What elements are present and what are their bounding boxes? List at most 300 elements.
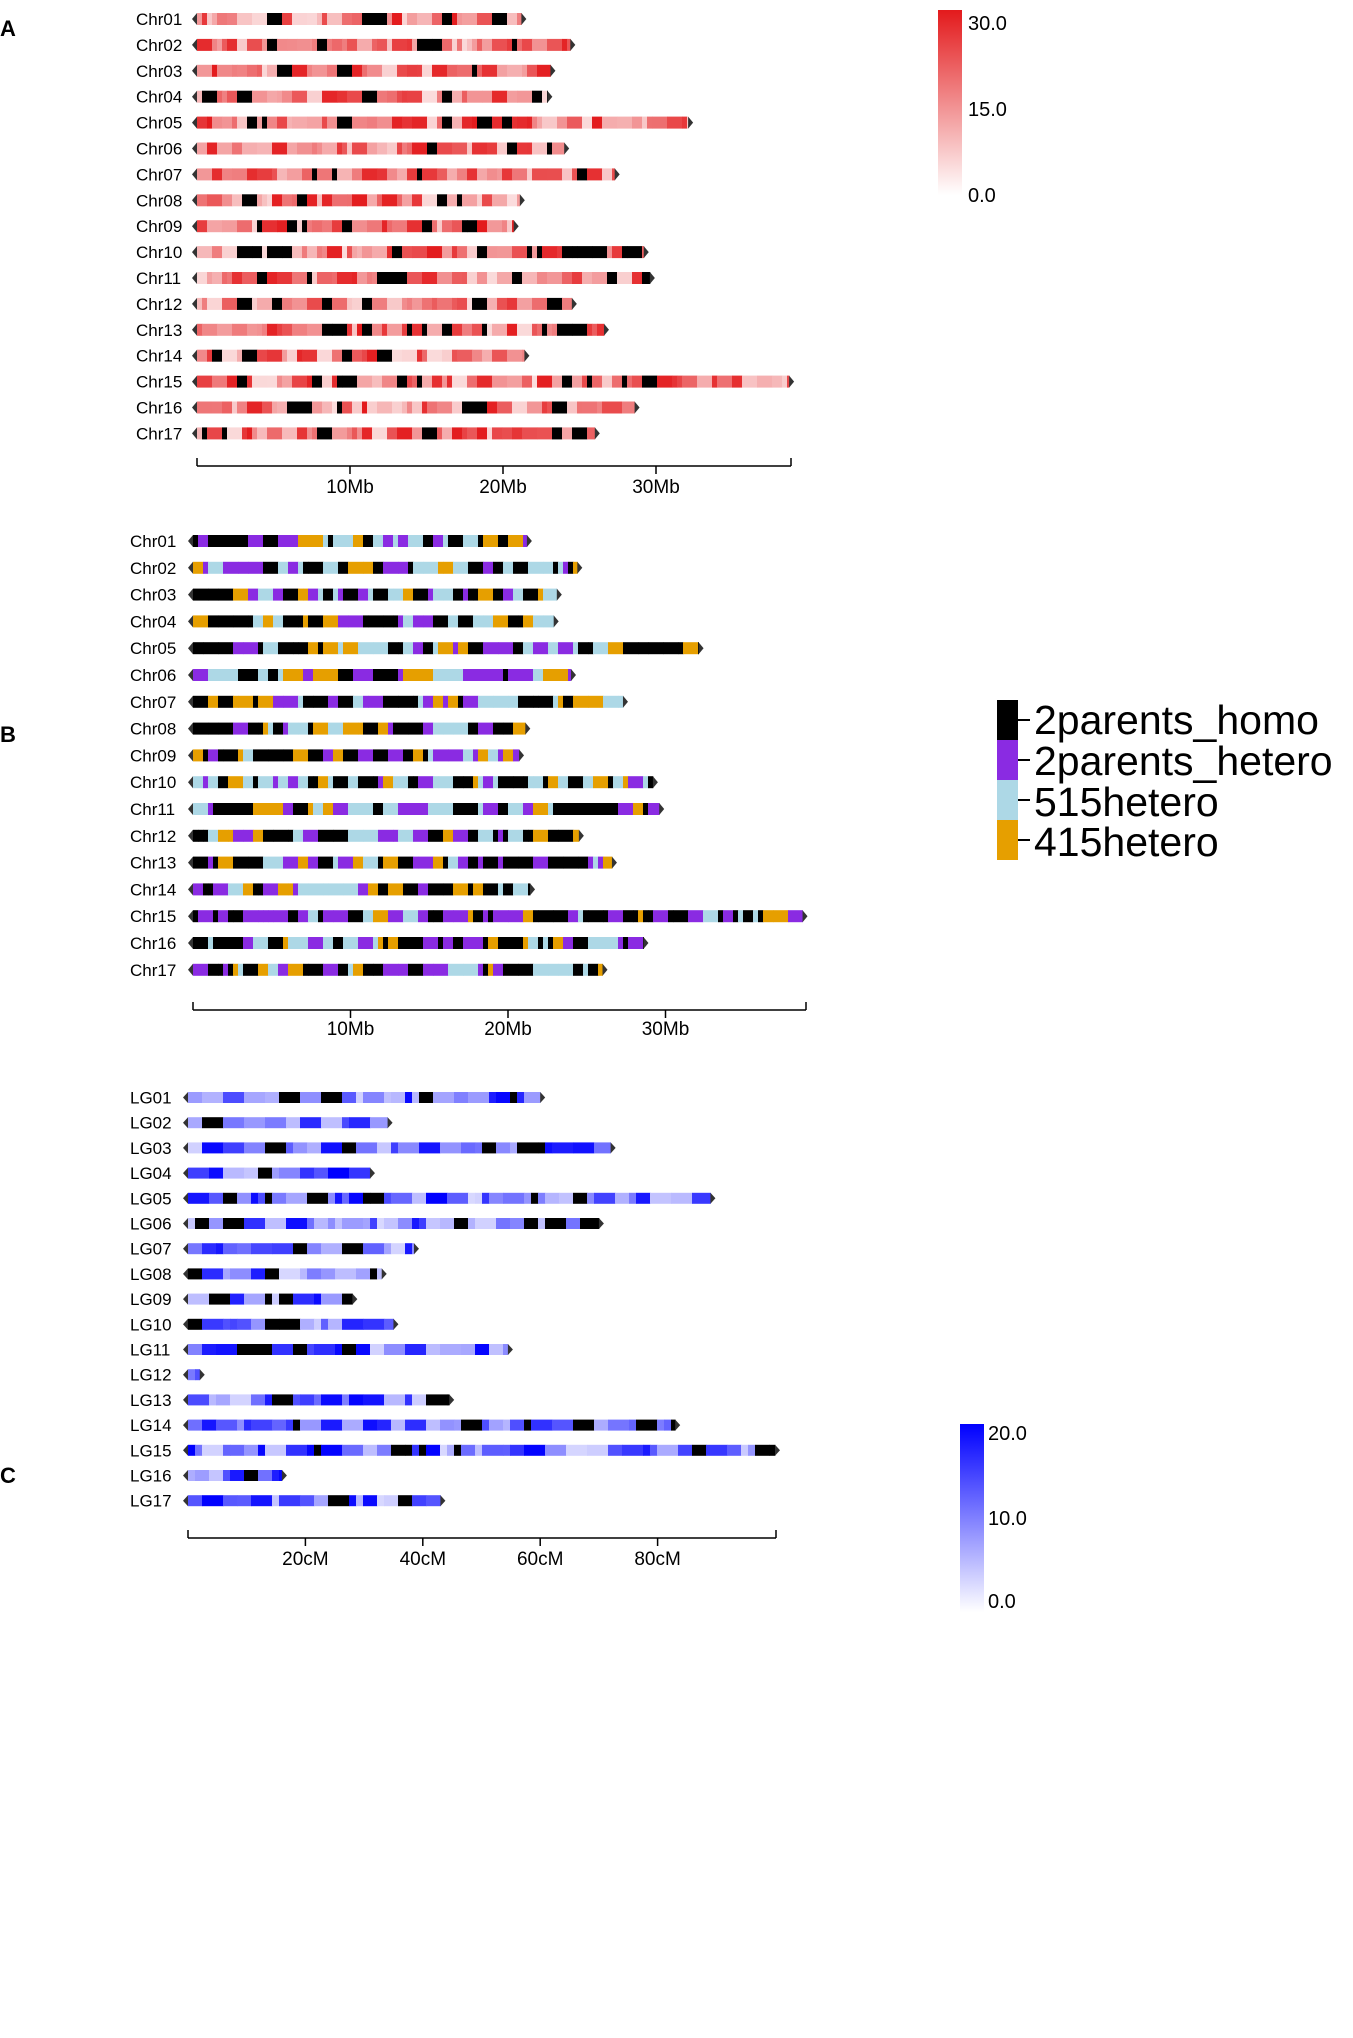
bin-segment	[422, 324, 427, 336]
bin-segment	[223, 1319, 230, 1330]
bin-segment	[518, 615, 523, 627]
bin-segment	[314, 1445, 321, 1456]
bin-segment	[512, 168, 527, 180]
bin-segment	[218, 964, 223, 976]
bin-segment	[538, 1193, 545, 1204]
bin-segment	[562, 298, 572, 310]
bin-segment	[557, 324, 572, 336]
bin-segment	[328, 1495, 349, 1506]
bin-segment	[524, 1420, 531, 1431]
bin-segment	[242, 194, 257, 206]
chromosome-start-cap	[183, 1294, 188, 1305]
bin-segment	[418, 883, 428, 895]
bin-segment	[407, 13, 417, 25]
panel-c-linkage-group-heatmap	[130, 1089, 1027, 1614]
chromosome-bar	[192, 427, 600, 439]
bin-segment	[232, 402, 237, 414]
bin-segment	[447, 1394, 450, 1405]
bin-segment	[372, 298, 387, 310]
bin-segment	[373, 910, 388, 922]
bin-segment	[643, 910, 648, 922]
bin-segment	[498, 749, 503, 761]
bin-segment	[247, 376, 252, 388]
bin-segment	[453, 589, 463, 601]
bin-segment	[432, 13, 442, 25]
bin-segment	[367, 350, 377, 362]
bin-segment	[300, 1420, 321, 1431]
bin-segment	[462, 39, 467, 51]
bin-segment	[522, 39, 532, 51]
bin-segment	[212, 65, 217, 77]
chromosome-start-cap	[183, 1369, 188, 1380]
chromosome-label: Chr16	[130, 934, 177, 953]
bin-segment	[373, 937, 378, 949]
bin-segment	[207, 117, 212, 129]
bin-segment	[307, 402, 312, 414]
bin-segment	[562, 39, 567, 51]
bin-segment	[267, 272, 277, 284]
bin-segment	[288, 562, 298, 574]
bin-segment	[428, 589, 433, 601]
bin-segment	[216, 1243, 223, 1254]
bin-segment	[717, 376, 732, 388]
bin-segment	[243, 642, 258, 654]
bin-segment	[513, 642, 523, 654]
bin-segment	[377, 1445, 391, 1456]
bin-segment	[562, 376, 572, 388]
bin-segment	[218, 642, 233, 654]
bin-segment	[677, 376, 682, 388]
bin-segment	[322, 298, 332, 310]
bin-segment	[388, 910, 403, 922]
bin-segment	[493, 910, 508, 922]
bin-segment	[553, 910, 568, 922]
bin-segment	[298, 589, 303, 601]
bin-segment	[503, 1344, 508, 1355]
bin-segment	[572, 376, 582, 388]
bin-segment	[268, 857, 283, 869]
bin-segment	[337, 91, 347, 103]
chromosome-start-cap	[188, 669, 193, 681]
bin-segment	[664, 1420, 671, 1431]
bin-segment	[467, 143, 472, 155]
chromosome-label: Chr17	[130, 960, 177, 980]
bin-segment	[542, 117, 557, 129]
bin-segment	[203, 642, 218, 654]
bin-segment	[623, 642, 638, 654]
bin-segment	[602, 402, 607, 414]
chromosome-bar	[183, 1294, 357, 1305]
bin-segment	[398, 1218, 412, 1229]
bin-segment	[228, 776, 243, 788]
bin-segment	[568, 669, 571, 681]
bin-segment	[188, 1142, 202, 1153]
bin-segment	[208, 857, 213, 869]
bin-segment	[237, 376, 247, 388]
bin-segment	[513, 883, 528, 895]
bin-segment	[208, 803, 213, 815]
bin-segment	[412, 324, 422, 336]
bin-segment	[412, 1495, 426, 1506]
bin-segment	[372, 272, 377, 284]
bin-segment	[483, 910, 488, 922]
bin-segment	[391, 1193, 412, 1204]
bin-segment	[377, 143, 387, 155]
bin-segment	[303, 776, 308, 788]
bin-segment	[553, 696, 558, 708]
bin-segment	[671, 1420, 676, 1431]
bin-segment	[572, 168, 577, 180]
bin-segment	[372, 13, 387, 25]
bin-segment	[335, 1218, 342, 1229]
bin-segment	[628, 937, 643, 949]
chromosome-label: LG17	[130, 1491, 172, 1511]
bin-segment	[384, 1092, 391, 1103]
bin-segment	[303, 589, 308, 601]
bin-segment	[407, 220, 422, 232]
bin-segment	[588, 642, 593, 654]
bin-segment	[282, 298, 292, 310]
bin-segment	[477, 427, 487, 439]
bin-segment	[263, 642, 278, 654]
bin-segment	[303, 696, 313, 708]
bin-segment	[287, 143, 297, 155]
bin-segment	[493, 776, 498, 788]
bin-segment	[552, 402, 567, 414]
bin-segment	[412, 1193, 426, 1204]
bin-segment	[468, 1218, 475, 1229]
bin-segment	[517, 117, 527, 129]
bin-segment	[498, 642, 513, 654]
bin-segment	[517, 13, 522, 25]
bin-segment	[467, 427, 477, 439]
bin-segment	[207, 13, 212, 25]
bin-segment	[508, 535, 523, 547]
bin-segment	[212, 402, 222, 414]
bin-segment	[347, 39, 357, 51]
bin-segment	[433, 964, 448, 976]
bin-segment	[212, 376, 227, 388]
bin-segment	[568, 910, 578, 922]
bin-segment	[403, 615, 408, 627]
bin-segment	[657, 1445, 678, 1456]
bin-segment	[533, 642, 548, 654]
bin-segment	[433, 669, 448, 681]
bin-segment	[338, 589, 343, 601]
bin-segment	[337, 143, 342, 155]
bin-segment	[510, 1445, 524, 1456]
bin-segment	[307, 1268, 321, 1279]
chromosome-end-cap	[440, 1495, 445, 1506]
bin-segment	[212, 39, 217, 51]
bin-segment	[337, 272, 352, 284]
bin-segment	[237, 220, 252, 232]
bin-segment	[332, 427, 347, 439]
bin-segment	[286, 1218, 307, 1229]
bin-segment	[282, 350, 287, 362]
bin-segment	[303, 830, 318, 842]
chromosome-start-cap	[188, 642, 193, 654]
bin-segment	[353, 964, 363, 976]
bin-segment	[348, 964, 353, 976]
bin-segment	[477, 376, 492, 388]
bin-segment	[333, 749, 343, 761]
bin-segment	[272, 1168, 279, 1179]
bin-segment	[482, 39, 492, 51]
bin-segment	[763, 910, 773, 922]
bin-segment	[442, 324, 452, 336]
bin-segment	[298, 857, 308, 869]
bin-segment	[244, 1168, 258, 1179]
panel-label-b: B	[0, 722, 16, 747]
bin-segment	[527, 168, 532, 180]
bin-segment	[578, 910, 583, 922]
bin-segment	[523, 830, 528, 842]
bin-segment	[508, 803, 523, 815]
bin-segment	[538, 937, 543, 949]
bin-segment	[384, 1218, 398, 1229]
bin-segment	[343, 749, 358, 761]
bin-segment	[314, 1495, 328, 1506]
bin-segment	[237, 1495, 251, 1506]
bin-segment	[222, 298, 237, 310]
chromosome-start-cap	[192, 402, 197, 414]
bin-segment	[207, 220, 222, 232]
bin-segment	[507, 91, 517, 103]
bin-segment	[293, 937, 308, 949]
bin-segment	[207, 194, 222, 206]
bin-segment	[343, 883, 358, 895]
bin-segment	[427, 402, 437, 414]
bin-segment	[300, 1168, 314, 1179]
bin-segment	[454, 1218, 468, 1229]
bin-segment	[258, 1168, 272, 1179]
chromosome-label: LG09	[130, 1290, 172, 1310]
bin-segment	[218, 589, 233, 601]
bin-segment	[423, 723, 433, 735]
bin-segment	[202, 298, 207, 310]
bin-segment	[333, 803, 348, 815]
bin-segment	[293, 669, 303, 681]
bin-segment	[318, 857, 333, 869]
bin-segment	[543, 937, 548, 949]
bin-segment	[358, 642, 373, 654]
bin-segment	[507, 39, 512, 51]
chromosome-end-cap	[527, 535, 532, 547]
bin-segment	[307, 194, 317, 206]
bin-segment	[342, 1445, 363, 1456]
bin-segment	[426, 1344, 440, 1355]
bin-segment	[202, 1344, 216, 1355]
bin-segment	[428, 749, 433, 761]
bin-segment	[308, 723, 313, 735]
bin-segment	[472, 298, 487, 310]
bin-segment	[237, 350, 242, 362]
bin-segment	[363, 857, 378, 869]
bin-segment	[407, 298, 412, 310]
bin-segment	[523, 669, 533, 681]
bin-segment	[524, 1092, 541, 1103]
bin-segment	[363, 615, 368, 627]
bin-segment	[493, 669, 503, 681]
bin-segment	[502, 168, 512, 180]
x-axis-tick-label: 20cM	[282, 1549, 329, 1570]
bin-segment	[524, 1218, 538, 1229]
bin-segment	[617, 117, 632, 129]
bin-segment	[293, 1344, 307, 1355]
chromosome-end-cap	[550, 65, 555, 77]
bin-segment	[483, 615, 493, 627]
chromosome-bar	[192, 298, 577, 310]
bin-segment	[213, 857, 218, 869]
bin-segment	[321, 1294, 342, 1305]
bin-segment	[741, 1445, 748, 1456]
chromosome-end-cap	[611, 1142, 616, 1153]
bin-segment	[468, 723, 478, 735]
bin-segment	[267, 39, 272, 51]
bin-segment	[426, 1394, 447, 1405]
bin-segment	[473, 857, 478, 869]
chromosome-label: LG03	[130, 1138, 172, 1158]
bin-segment	[673, 910, 688, 922]
bin-segment	[492, 13, 507, 25]
chromosome-bar	[188, 883, 535, 895]
bin-segment	[443, 857, 448, 869]
bin-segment	[405, 1445, 412, 1456]
bin-segment	[468, 1092, 489, 1103]
bin-segment	[257, 298, 272, 310]
bin-segment	[463, 964, 478, 976]
chromosome-bar	[192, 272, 655, 284]
bin-segment	[358, 723, 363, 735]
bin-segment	[453, 562, 463, 574]
bin-segment	[548, 964, 558, 976]
bin-segment	[323, 589, 333, 601]
bin-segment	[298, 910, 308, 922]
chromosome-end-cap	[514, 220, 519, 232]
bin-segment	[443, 910, 453, 922]
bin-segment	[217, 13, 227, 25]
chromosome-start-cap	[192, 65, 197, 77]
bin-segment	[307, 1193, 328, 1204]
bin-segment	[478, 776, 483, 788]
bin-segment	[513, 776, 523, 788]
chromosome-start-cap	[192, 246, 197, 258]
bin-segment	[363, 535, 373, 547]
bin-segment	[512, 427, 522, 439]
bin-segment	[437, 194, 447, 206]
bin-segment	[193, 642, 203, 654]
bin-segment	[473, 883, 483, 895]
x-axis-tick-label: 40cM	[399, 1549, 447, 1570]
bin-segment	[265, 1268, 279, 1279]
bin-segment	[428, 803, 438, 815]
bin-segment	[262, 117, 267, 129]
bin-segment	[458, 696, 463, 708]
bin-segment	[523, 776, 528, 788]
bin-segment	[202, 1268, 223, 1279]
bin-segment	[332, 402, 337, 414]
bin-segment	[265, 1117, 286, 1128]
bin-segment	[398, 964, 408, 976]
bin-segment	[507, 298, 517, 310]
bin-segment	[732, 376, 742, 388]
bin-segment	[227, 376, 237, 388]
bin-segment	[377, 350, 392, 362]
chromosome-start-cap	[192, 91, 197, 103]
bin-segment	[426, 1445, 440, 1456]
chromosome-end-cap	[623, 696, 628, 708]
bin-segment	[262, 65, 267, 77]
bin-segment	[462, 220, 467, 232]
bin-segment	[398, 535, 408, 547]
bin-segment	[632, 272, 642, 284]
bin-segment	[373, 669, 383, 681]
bin-segment	[265, 1445, 286, 1456]
bin-segment	[278, 642, 293, 654]
chromosome-bar	[192, 194, 525, 206]
bin-segment	[233, 642, 243, 654]
bin-segment	[222, 272, 227, 284]
bin-segment	[748, 1445, 755, 1456]
chromosome-label: Chr04	[130, 612, 177, 632]
bin-segment	[667, 117, 682, 129]
bin-segment	[349, 1117, 370, 1128]
bin-segment	[402, 117, 412, 129]
bin-segment	[442, 220, 452, 232]
bin-segment	[533, 964, 548, 976]
bin-segment	[233, 696, 238, 708]
bin-segment	[392, 39, 407, 51]
bin-segment	[237, 246, 252, 258]
bin-segment	[343, 937, 358, 949]
bin-segment	[383, 857, 398, 869]
bin-segment	[594, 1142, 611, 1153]
chromosome-label: Chr12	[136, 294, 183, 314]
bin-segment	[462, 272, 467, 284]
bin-segment	[243, 669, 258, 681]
bin-segment	[443, 883, 453, 895]
bin-segment	[433, 723, 443, 735]
bin-segment	[292, 13, 307, 25]
bin-segment	[378, 857, 383, 869]
bin-segment	[377, 1495, 384, 1506]
bin-segment	[217, 39, 222, 51]
bin-segment	[323, 615, 338, 627]
bin-segment	[343, 723, 348, 735]
panel-b-x-axis	[193, 1002, 806, 1040]
bin-segment	[258, 642, 263, 654]
bin-segment	[545, 1142, 552, 1153]
bin-segment	[317, 143, 322, 155]
bin-segment	[213, 910, 218, 922]
bin-segment	[314, 1168, 328, 1179]
bin-segment	[287, 168, 302, 180]
bin-segment	[368, 589, 373, 601]
bin-segment	[367, 220, 382, 232]
chromosome-bar	[192, 324, 609, 336]
bin-segment	[472, 117, 477, 129]
bin-segment	[287, 220, 297, 232]
bin-segment	[353, 696, 363, 708]
bin-segment	[272, 402, 277, 414]
bin-segment	[636, 1420, 657, 1431]
bin-segment	[257, 324, 262, 336]
bin-segment	[392, 13, 402, 25]
bin-segment	[358, 937, 363, 949]
bin-segment	[362, 168, 377, 180]
bin-segment	[442, 39, 452, 51]
